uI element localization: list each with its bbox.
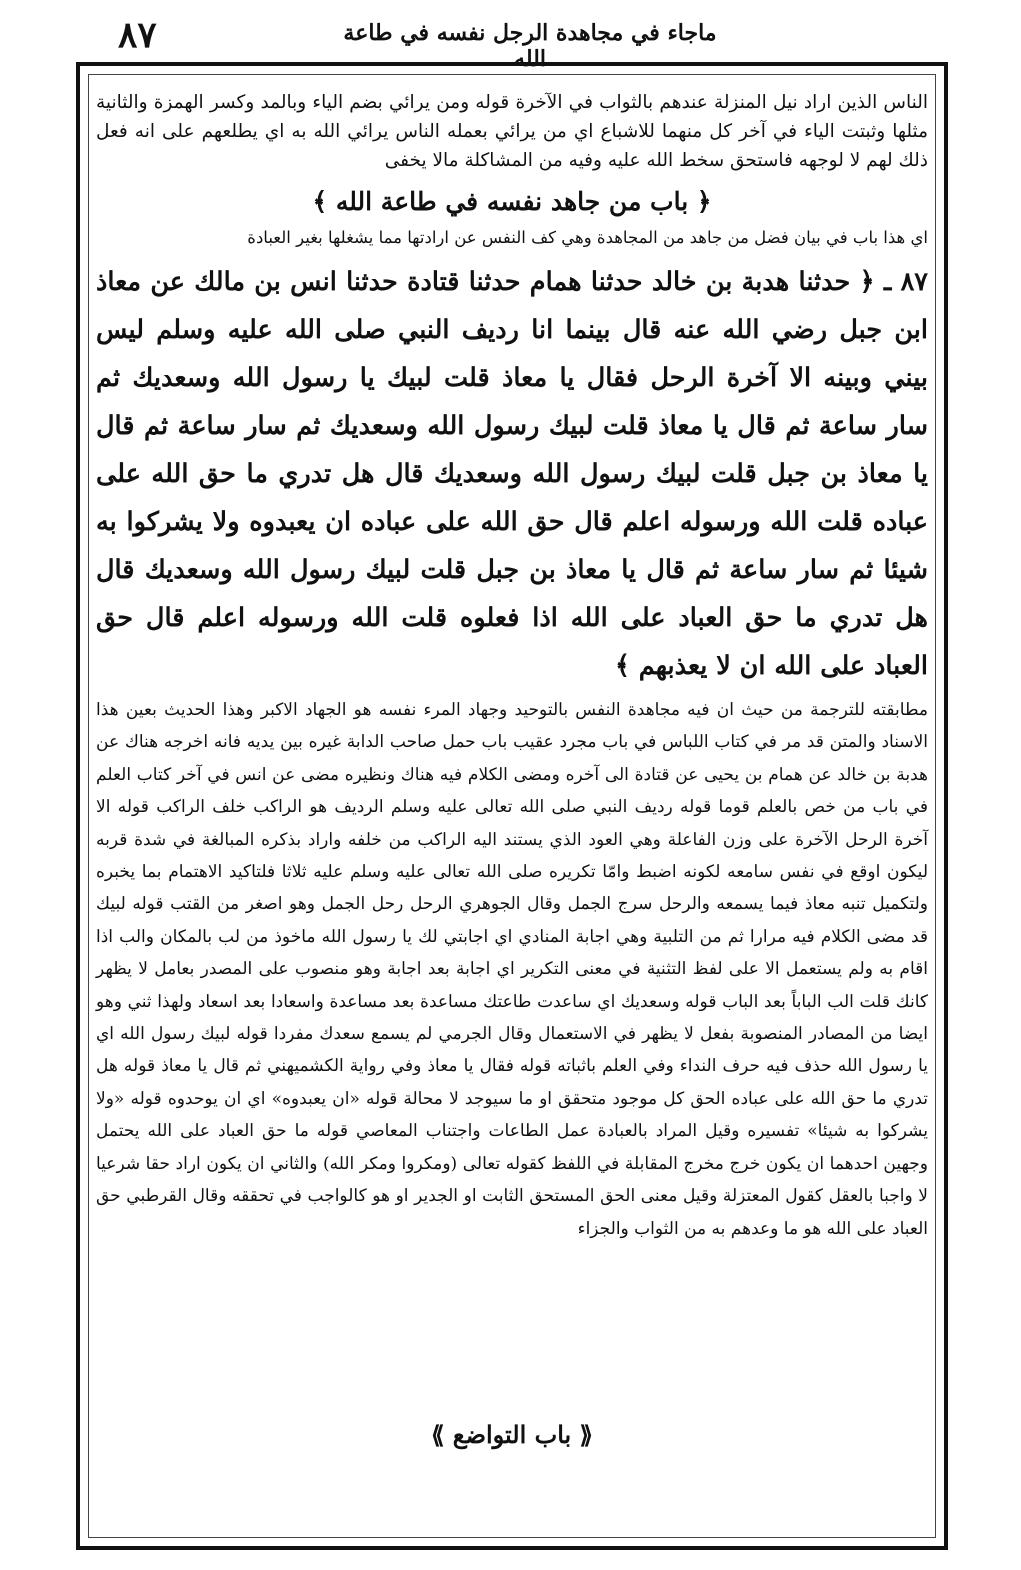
page-number: ۸۷ xyxy=(118,14,157,56)
intro-paragraph: الناس الذين اراد نيل المنزلة عندهم بالثواب في الآخرة قوله ومن يرائي بضم الياء وبالمد وكسر الهمزة والثانية مثلها وثبتت الياء في آخر كل منهما للاشباع اي من يرائي بعمله الناس يرائي الله به اي يطلعهم على انه فعل ذلك لهم لا لوجهه فاستحق سخط الله عليه وفيه من المشاكلة مالا يخفى xyxy=(96,92,928,171)
hadith-text: هدبة بن خالد حدثنا همام حدثنا قتادة حدثنا انس بن مالك عن معاذ ابن جبل رضي الله عنه قال بينما انا رديف النبي صلى الله عليه وسلم ليس بيني وبينه الا آخرة الرحل فقال يا معاذ قلت لبيك يا رسول الله وسعديك ثم سار ساعة ثم قال يا معاذ قلت لبيك رسول الله وسعديك ثم سار ساعة ثم قال يا معاذ بن جبل قلت لبيك رسول الله وسعديك قال هل تدري ما حق الله على عباده قلت الله ورسوله اعلم قال حق الله على عباده ان يعبدوه ولا يشركوا به شيئا ثم سار ساعة ثم قال يا معاذ بن جبل قلت لبيك رسول الله وسعديك قال هل تدري ما حق العباد على الله اذا فعلوه قلت الله ورسوله اعلم قال حق العباد على الله ان لا يعذبهم xyxy=(96,267,928,681)
hadith-number: ۸۷ ـ xyxy=(883,267,928,297)
chapter-heading: ﴿ باب من جاهد نفسه في طاعة الله ﴾ xyxy=(312,187,712,216)
next-chapter-heading: ⟪ باب التواضع ⟫ xyxy=(431,1420,593,1449)
next-chapter-heading-text: باب التواضع xyxy=(452,1420,572,1449)
page-body xyxy=(96,80,928,1550)
chapter-heading-text: باب من جاهد نفسه في طاعة الله xyxy=(335,187,689,216)
running-header xyxy=(0,0,1021,72)
hadith-block: ۸۷ ـ ﴿ حدثنا هدبة بن خالد حدثنا همام حدثنا قتادة حدثنا انس بن مالك عن معاذ ابن جبل رضي الله عنه قال بينما انا رديف النبي صلى الله عليه وسلم ليس بيني وبينه الا آخرة الرحل فقال يا معاذ قلت لبيك يا رسول الله وسعديك ثم سار ساعة ثم قال يا معاذ قلت لبيك رسول الله وسعديك ثم سار ساعة ثم قال يا معاذ بن جبل قلت لبيك رسول الله وسعديك قال هل تدري ما حق الله على عباده قلت الله ورسوله اعلم قال حق الله على عباده ان يعبدوه ولا يشركوا به شيئا ثم سار ساعة ثم قال يا معاذ بن جبل قلت لبيك رسول الله وسعديك قال هل تدري ما حق العباد على الله اذا فعلوه قلت الله ورسوله اعلم قال حق العباد على الله ان لا يعذبهم ﴾ xyxy=(96,267,928,681)
hadith-lead: حدثنا xyxy=(798,267,851,297)
running-title: ماجاء في مجاهدة الرجل نفسه في طاعة الله xyxy=(343,20,717,72)
commentary-paragraph: مطابقته للترجمة من حيث ان فيه مجاهدة النفس بالتوحيد وجهاد المرء نفسه هو الجهاد الاكبر وهذا الحديث بعين هذا الاسناد والمتن قد مر في كتاب اللباس في باب مجرد عقيب باب حمل صاحب الدابة غيره بين يديه فانه اخرجه هناك عن هدبة بن خالد عن همام بن يحيى عن قتادة الى آخره ومضى الكلام فيه هناك ونظيره مضى عن انس في آخر كتاب العلم في باب من خص بالعلم قوما قوله رديف النبي صلى الله تعالى عليه وسلم الرديف هو الراكب خلف الراكب قوله الا آخرة الرحل الآخرة على وزن الفاعلة وهي العود الذي يستند اليه الراكب من خلفه واراد بذكره المبالغة في شدة قربه ليكون اوقع في نفس سامعه لكونه اضبط وامّا تكريره صلى الله تعالى عليه وسلم عليه ثلاثا فلتاكيد الاهتمام بما يخبره ولتكميل تنبه معاذ فيما يسمعه والرحل سرج الجمل وقال الجوهري الرحل رحل الجمل وهو اصغر من القتب قوله لبيك قد مضى الكلام فيه مرارا ثم من التلبية وهي اجابة المنادي اي اجابتي لك يا رسول الله ماخوذ من لب بالمكان والب اذا اقام به ولم يستعمل الا على لفظ التثنية في معنى التكرير اي اجابة بعد اجابة وهو منصوب على المصدر بعامل لا يظهر كانك قلت الب الباباً بعد الباب قوله وسعديك اي ساعدت طاعتك مساعدة بعد مساعدة واسعادا بعد اسعاد ولهذا ثني وهو ايضا من المصادر المنصوبة بفعل لا يظهر في الاستعمال وقال الجرمي لم يسمع سعدك مفردا قوله لبيك رسول الله اي يا رسول الله حذف فيه حرف النداء وفي العلم باثباته قوله فقال يا معاذ وفي رواية الكشميهني ثم قال يا معاذ قوله هل تدري ما حق الله على عباده الحق كل موجود متحقق او ما سيوجد لا محالة قوله «ان يعبدوه» اي ان يوحدوه قوله «ولا يشركوا به شيئا» تفسيره وقيل المراد بالعبادة عمل الطاعات واجتناب المعاصي قوله ما حق العباد على الله يحتمل وجهين احدهما ان يكون خرج مخرج المقابلة في اللفظ كقوله تعالى (ومكروا ومكر الله) والثاني ان يكون اراد حقا شرعيا لا واجبا بالعقل كقول المعتزلة وقيل معنى الحق المستحق الثابت او الجدير او هو كالواجب في تحققه وقال القرطبي حق العباد على الله هو ما وعدهم به من الثواب والجزاء xyxy=(96,700,928,1239)
chapter-gloss: اي هذا باب في بيان فضل من جاهد من المجاهدة وهي كف النفس عن ارادتها مما يشغلها بغير العبادة xyxy=(247,228,928,247)
